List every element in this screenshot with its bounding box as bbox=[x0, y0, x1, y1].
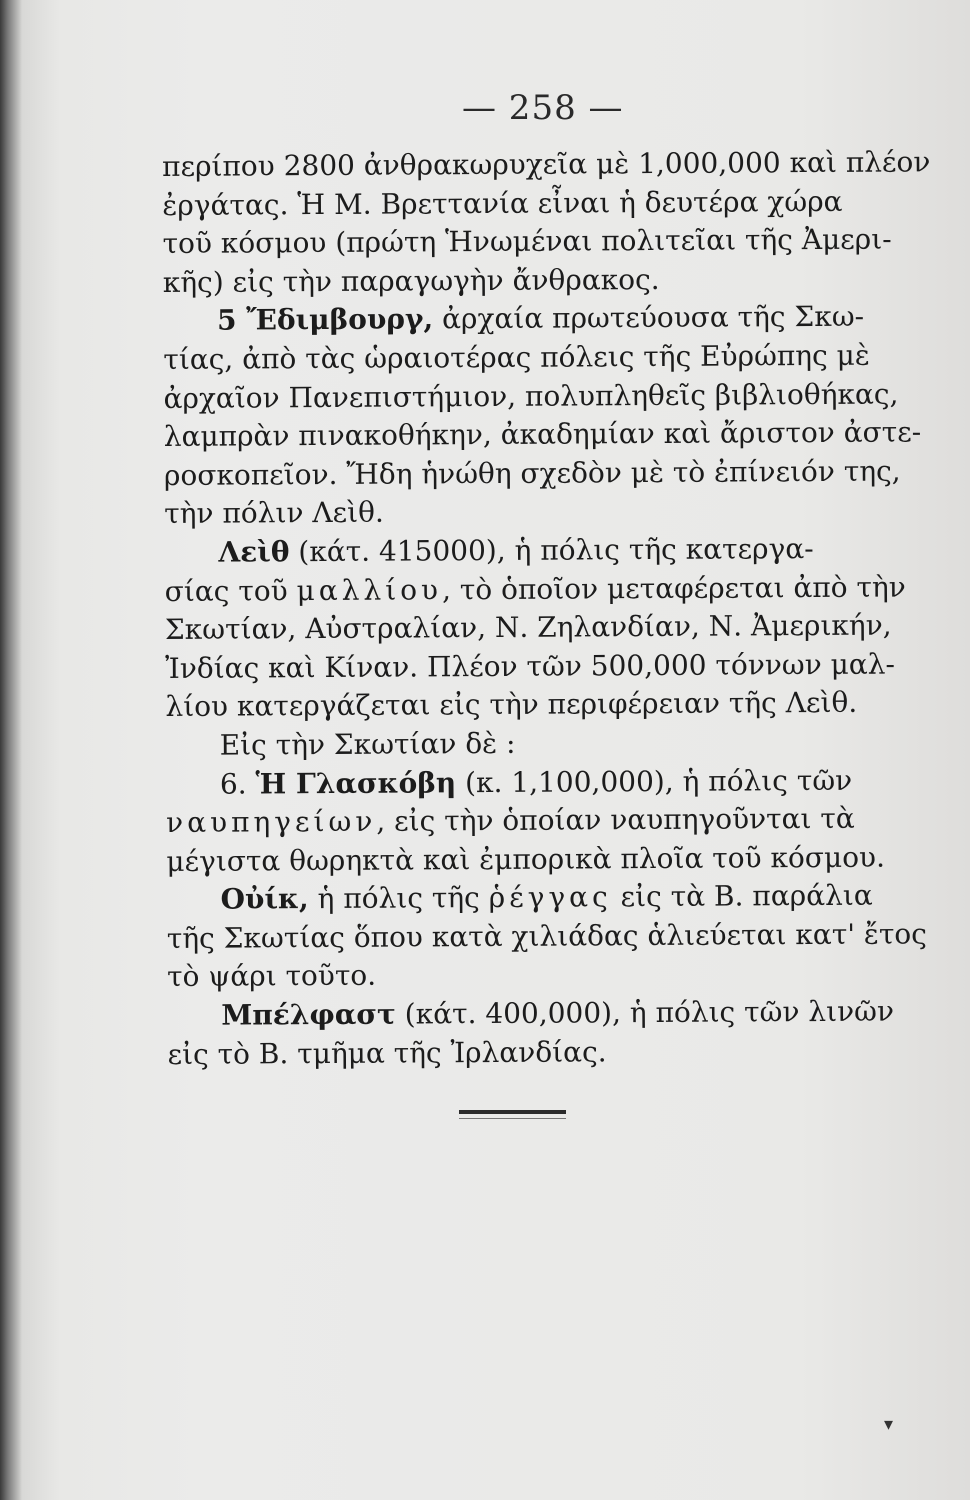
entry-edinburgh bbox=[163, 298, 883, 341]
entry-heading: Μπέλφαστ bbox=[221, 997, 396, 1032]
text-run: , τὸ ὁποῖον μεταφέρεται ἀπὸ τὴν bbox=[441, 569, 906, 606]
entry-heading: Ἡ Γλασκόβη bbox=[255, 765, 457, 800]
text-run: (κ. 1,100,000), ἡ πόλις τῶν bbox=[456, 763, 853, 799]
text-run: ἡ πόλις τῆς bbox=[308, 881, 489, 916]
text-line: εἰς τὸ Β. τμῆμα τῆς Ἰρλανδίας. bbox=[167, 1034, 607, 1071]
text-line: τίας, ἀπὸ τὰς ὡραιοτέρας πόλεις τῆς Εὐρώπης μὲ bbox=[163, 338, 870, 376]
text-run: εἰς τὰ Β. παράλια bbox=[611, 878, 873, 914]
text-run: 6. bbox=[219, 766, 256, 801]
text-line: μέγιστα θωρηκτὰ καὶ ἐμπορικὰ πλοῖα τοῦ κόσμου. bbox=[166, 840, 886, 878]
text-run: σίας τοῦ bbox=[164, 573, 297, 608]
entry-leith bbox=[164, 530, 884, 573]
text-line: ἀρχαῖον Πανεπιστήμιον, πολυπληθεῖς βιβλιοθήκας, bbox=[163, 377, 899, 415]
text-line bbox=[164, 568, 906, 611]
text-run: ἀρχαία πρωτεύουσα τῆς Σκω- bbox=[433, 300, 865, 336]
spaced-term: μαλλίου bbox=[296, 572, 443, 607]
entry-glasgow bbox=[166, 761, 886, 804]
text-line: λίου κατεργάζεται εἰς τὴν περιφέρειαν τῆς Λεὶθ. bbox=[165, 686, 858, 724]
entry-heading: Οὐίκ, bbox=[220, 882, 309, 916]
body-text bbox=[162, 144, 931, 1075]
text-run: (κάτ. 415000), ἡ πόλις τῆς κατεργα- bbox=[289, 531, 814, 569]
text-line: Εἰς τὴν Σκωτίαν δὲ : bbox=[219, 726, 516, 762]
section-divider-underline bbox=[459, 1118, 566, 1119]
entry-heading: Λεὶθ bbox=[218, 535, 290, 569]
text-line: κῆς) εἰς τὴν παραγωγὴν ἄνθρακος. bbox=[162, 262, 660, 299]
stray-mark: ▾ bbox=[884, 1414, 894, 1435]
entry-heading: 5 Ἔδιμβουργ, bbox=[216, 302, 434, 338]
text-line bbox=[166, 800, 886, 843]
text-line: λαμπρὰν πινακοθήκην, ἀκαδημίαν καὶ ἄριστον ἀστε- bbox=[163, 415, 922, 454]
section-divider bbox=[459, 1110, 566, 1114]
page-number: — 258 — bbox=[462, 88, 624, 128]
entry-belfast bbox=[167, 993, 895, 1036]
entry-wick bbox=[166, 877, 886, 920]
text-line: Σκωτίαν, Αὐστραλίαν, Ν. Ζηλανδίαν, Ν. Ἀμερικήν, bbox=[164, 608, 892, 647]
text-line: τῆς Σκωτίας ὅπου κατὰ χιλιάδας ἁλιεύεται κατ' ἔτος bbox=[166, 917, 928, 955]
text-line: ἐργάτας. Ἡ Μ. Βρεττανία εἶναι ἡ δευτέρα χώρα bbox=[162, 184, 843, 222]
spaced-term: ναυπηγείων bbox=[166, 804, 377, 840]
text-line: Ἰνδίας καὶ Κίναν. Πλέον τῶν 500,000 τόννων μαλ- bbox=[165, 647, 895, 685]
spaced-term: ῥέγγας bbox=[488, 880, 612, 915]
page-spine-shadow bbox=[0, 0, 22, 1500]
text-line: ροσκοπεῖον. Ἤδη ἡνώθη σχεδὸν μὲ τὸ ἐπίνειόν της, bbox=[163, 454, 901, 492]
text-line: τὸ ψάρι τοῦτο. bbox=[166, 959, 377, 994]
text-line: περίπου 2800 ἀνθρακωρυχεῖα μὲ 1,000,000 καὶ πλέον bbox=[162, 145, 931, 183]
text-run: (κάτ. 400,000), ἡ πόλις τῶν λινῶν bbox=[395, 994, 895, 1031]
text-run: , εἰς τὴν ὁποίαν ναυπηγοῦνται τὰ bbox=[376, 801, 855, 838]
text-line: τὴν πόλιν Λεὶθ. bbox=[164, 495, 384, 531]
text-line: τοῦ κόσμου (πρώτη Ἡνωμέναι πολιτεῖαι τῆς Ἀμερι- bbox=[162, 222, 892, 261]
